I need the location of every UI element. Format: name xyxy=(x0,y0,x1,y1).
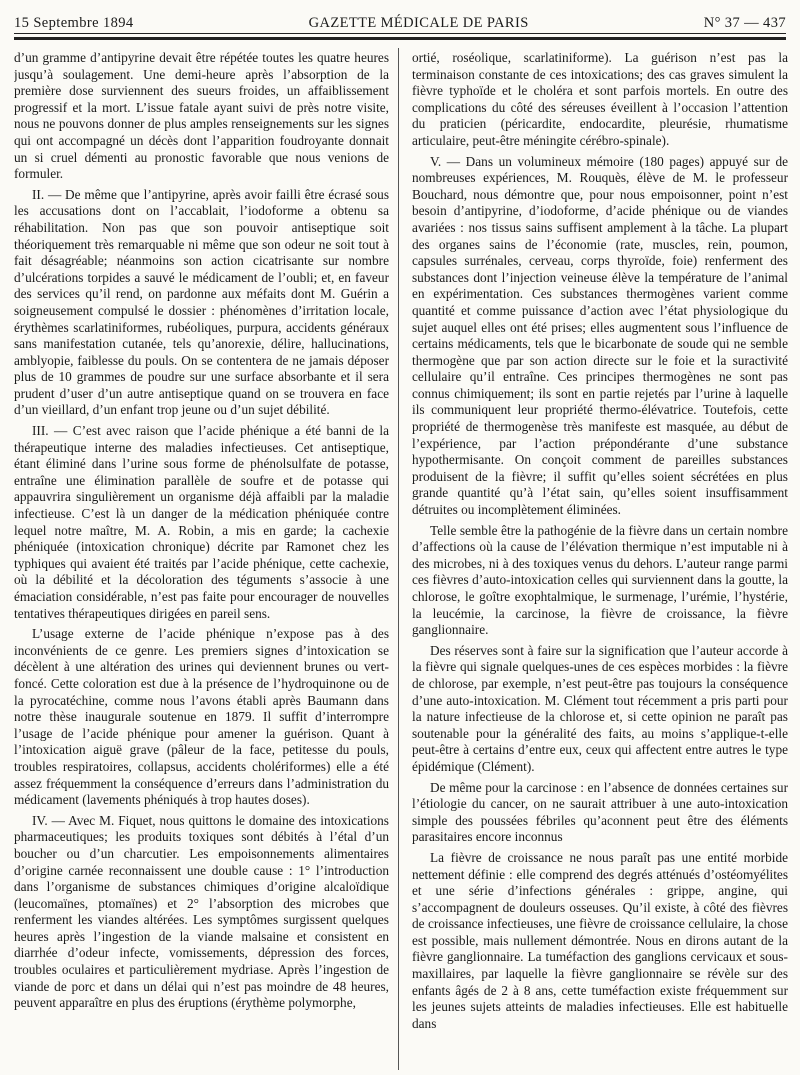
left-paragraph-3: III. — C’est avec raison que l’acide phénique a été banni de la thérapeutique interne des maladies infectieuses. Cet antiseptique, étant éliminé dans l’urine sous forme de phénolsulfate de potasse, entraîne une élimination parallèle de soufre et de potasse qui appauvrira singulièrement un organisme déjà affaibli par la maladie infectieuse. C’est là un danger de la médication phéniquée contre lequel notre maître, M. A. Robin, a mis en garde; la cachexie phéniquée (intoxication chronique) décrite par Ramonet chez les typhiques qui avaient été traités par l’acide phénique, cette cachexie, où la débilité et la décoloration des téguments s’associe à une émaciation considérable, n’est pas faite pour encourager de nouvelles tentatives thérapeutiques dirigées en pareil sens. xyxy=(14,423,389,621)
left-paragraph-1: d’un gramme d’antipyrine devait être répétée toutes les quatre heures jusqu’à soulagement. Une demi-heure après l’absorption de la première dose surviennent des sueurs froides, un affaiblissement progressif et la mort. L’issue fatale ayant suivi de près notre visite, nous ne pouvons donner de plus amples renseignements sur les signes qui ont accompagné un décès dont l’apparition foudroyante donnait un si cruel démenti au pronostic favorable que nous venions de formuler. xyxy=(14,50,389,182)
right-paragraph-5: De même pour la carcinose : en l’absence de données certaines sur l’étiologie du cancer, on ne saurait attribuer à une auto-intoxication simple des poussées fébriles qu’aconnent peut être des éléments parasitaires encore inconnus xyxy=(412,779,788,845)
left-paragraph-4: L’usage externe de l’acide phénique n’expose pas à des inconvénients de ce genre. Les premiers signes d’intoxication se décèlent à une altération des urines qui deviennent brunes ou vert-foncé. Cette coloration est due à la présence de l’hydroquinone ou de la pyrocatéchine, comme nous l’avons établi après Baumann dans notre thèse inaugurale soutenue en 1879. Il suffit d’interrompre l’usage de l’acide phénique pour amener la guérison. Quant à l’intoxication aiguë grave (pâleur de la face, petitesse du pouls, troubles respiratoires, collapsus, accidents cholériformes) elle a été assez fréquemment la conséquence d’erreurs dans l’administration du médicament (lavements phéniqués à trop hautes doses). xyxy=(14,626,389,808)
header-title: GAZETTE MÉDICALE DE PARIS xyxy=(308,15,529,31)
header-date: 15 Septembre 1894 xyxy=(14,15,134,31)
right-paragraph-6: La fièvre de croissance ne nous paraît pas une entité morbide nettement définie : elle comprend des degrés atténués d’ostéomyélites et une série d’infections générales : grippe, angine, qui s’accompagnent de douleurs osseuses. Qu’il existe, à côté des fièvres de croissance infectieuses, une fièvre de croissance cellulaire, la chose est possible, mais nullement démontrée. Nous en dirons autant de la fièvre ganglionnaire. La tuméfaction des ganglions cervicaux et sous-maxillaires, par laquelle la fièvre ganglionnaire se révèle sur des enfants âgés de 2 à 8 ans, cette tuméfaction existe fréquemment sur les jeunes sujets atteints de maladies infectieuses. Elle est habituelle dans xyxy=(412,849,788,1031)
left-paragraph-2: II. — De même que l’antipyrine, après avoir failli être écrasé sous les accusations dont on l’accablait, l’iodoforme a obtenu sa réhabilitation. Non pas que son pouvoir antiseptique soit théoriquement très remarquable ni même que son odeur ne soit tout à fait désagréable; néanmoins son action cicatrisante sur nombre d’ulcérations torpides a sauvé le médicament de l’oubli; et, en faveur des services qu’il rend, on pardonne aux méfaits dont M. Guérin a soigneusement compulsé le dossier : phénomènes d’irritation locale, érythèmes scarlatiniformes, rubéoliques, purpura, accidents généraux sans manifestation cutanée, tels qu’anorexie, délire, hallucinations, amblyopie, faiblesse du pouls. On se contentera de ne jamais déposer plus de 10 grammes de poudre sur une surface absorbante et il sera prudent d’user d’un autre antiseptique quand on se trouvera en face d’un vieillard, d’un enfant trop jeune ou d’un sujet débilité. xyxy=(14,186,389,418)
header-rule-thin xyxy=(14,33,786,34)
header-rule-thick xyxy=(14,37,786,40)
column-divider xyxy=(398,48,399,1070)
left-column xyxy=(14,50,389,1068)
header-issue: N° 37 — 437 xyxy=(703,15,786,31)
left-paragraph-5: IV. — Avec M. Fiquet, nous quittons le domaine des intoxications pharmaceutiques; les produits toxiques sont débités à l’étal d’un boucher ou d’un charcutier. Les empoisonnements alimentaires d’origine carnée reconnaissent une double cause : 1° l’introduction dans l’organisme de substances chimiques d’origine alcaloïdique (leucomaïnes, ptomaïnes) et 2° l’absorption des microbes que renferment les viandes altérées. Les symptômes surgissent quelques heures après l’ingestion de la viande malsaine et consistent en diarrhée d’odeur infecte, vomissements, dépression des forces, troubles oculaires et particulièrement mydriase. Après l’ingestion de viande de porc et dans un délai qui n’est pas moindre de 48 heures, peuvent apparaître en plus des éruptions (érythème polymorphe, xyxy=(14,812,389,1011)
page-header xyxy=(14,10,786,32)
right-paragraph-2: V. — Dans un volumineux mémoire (180 pages) appuyé sur de nombreuses expériences, M. Rouquès, élève de M. le professeur Bouchard, nous démontre que, pour nous empoisonner, point n’est besoin d’antipyrine, d’iodoforme, d’acide phénique ou de viandes avariées : nos tissus sains suffisent amplement à la tâche. La plupart des organes sains de l’économie (rate, muscles, rein, poumon, capsules surrénales, cerveau, corps thyroïde, foie) renferment des substances dont l’injection veineuse élève la température de l’animal en expérimentation. Ces substances thermogènes varient comme quantité et comme puissance d’action avec l’état physiologique du sujet auquel elles ont été prises; elles augmentent sous l’influence de certains médicaments, tels que le bicarbonate de soude qui ne semble thermogène que par son action directe sur le foie et la suractivité cellulaire qu’il entraîne. Ces principes thermogènes ne sont pas connus chimiquement; ils sont en partie rejetés par l’urine à laquelle ils communiquent leur propriété thermo-élévatrice. Toutefois, cette propriété de thermogenèse très manifeste est masquée, au début de l’expérience, par l’action prépondérante d’une substance hypothermisante. On conçoit comment de pareilles substances produisent de la fièvre; il suffit qu’elles soient sécrétées en plus grande quantité qu’à l’état sain, qu’elles soient insuffisamment détruites ou incomplètement éliminées. xyxy=(412,153,788,518)
right-paragraph-3: Telle semble être la pathogénie de la fièvre dans un certain nombre d’affections où la cause de l’élévation thermique n’est imputable ni à des microbes, ni à des toxiques venus du dehors. L’auteur range parmi ces fièvres d’auto-intoxication celles qui surviennent dans la goutte, la chlorose, le goître exophtalmique, le surmenage, l’urémie, l’hystérie, la leucémie, la carcinose, la fièvre de croissance, la fièvre ganglionnaire. xyxy=(412,522,788,638)
right-column xyxy=(412,50,788,1068)
right-paragraph-4: Des réserves sont à faire sur la signification que l’auteur accorde à la fièvre qui signale quelques-unes de ces espèces morbides : la fièvre de chlorose, par exemple, n’est peut-être pas toujours la conséquence d’une auto-intoxication. M. Clément tout récemment a pris parti pour la nature infectieuse de la chlorose et, si cette opinion ne paraît pas soutenable pour la généralité des faits, au moins s’applique-t-elle peut-être à certains d’entre eux, ceux qui affectent entre autres le type épidémique (Clément). xyxy=(412,642,788,774)
right-paragraph-1: ortié, roséolique, scarlatiniforme). La guérison n’est pas la terminaison constante de ces intoxications; des cas graves simulent la fièvre typhoïde et le choléra et sont parfois mortels. En outre des complications du côté des séreuses éveillent à l’occasion l’attention du praticien (péricardite, endocardite, pleurésie, rhumatisme articulaire, peut-être méningite cérébro-spinale). xyxy=(412,50,788,148)
